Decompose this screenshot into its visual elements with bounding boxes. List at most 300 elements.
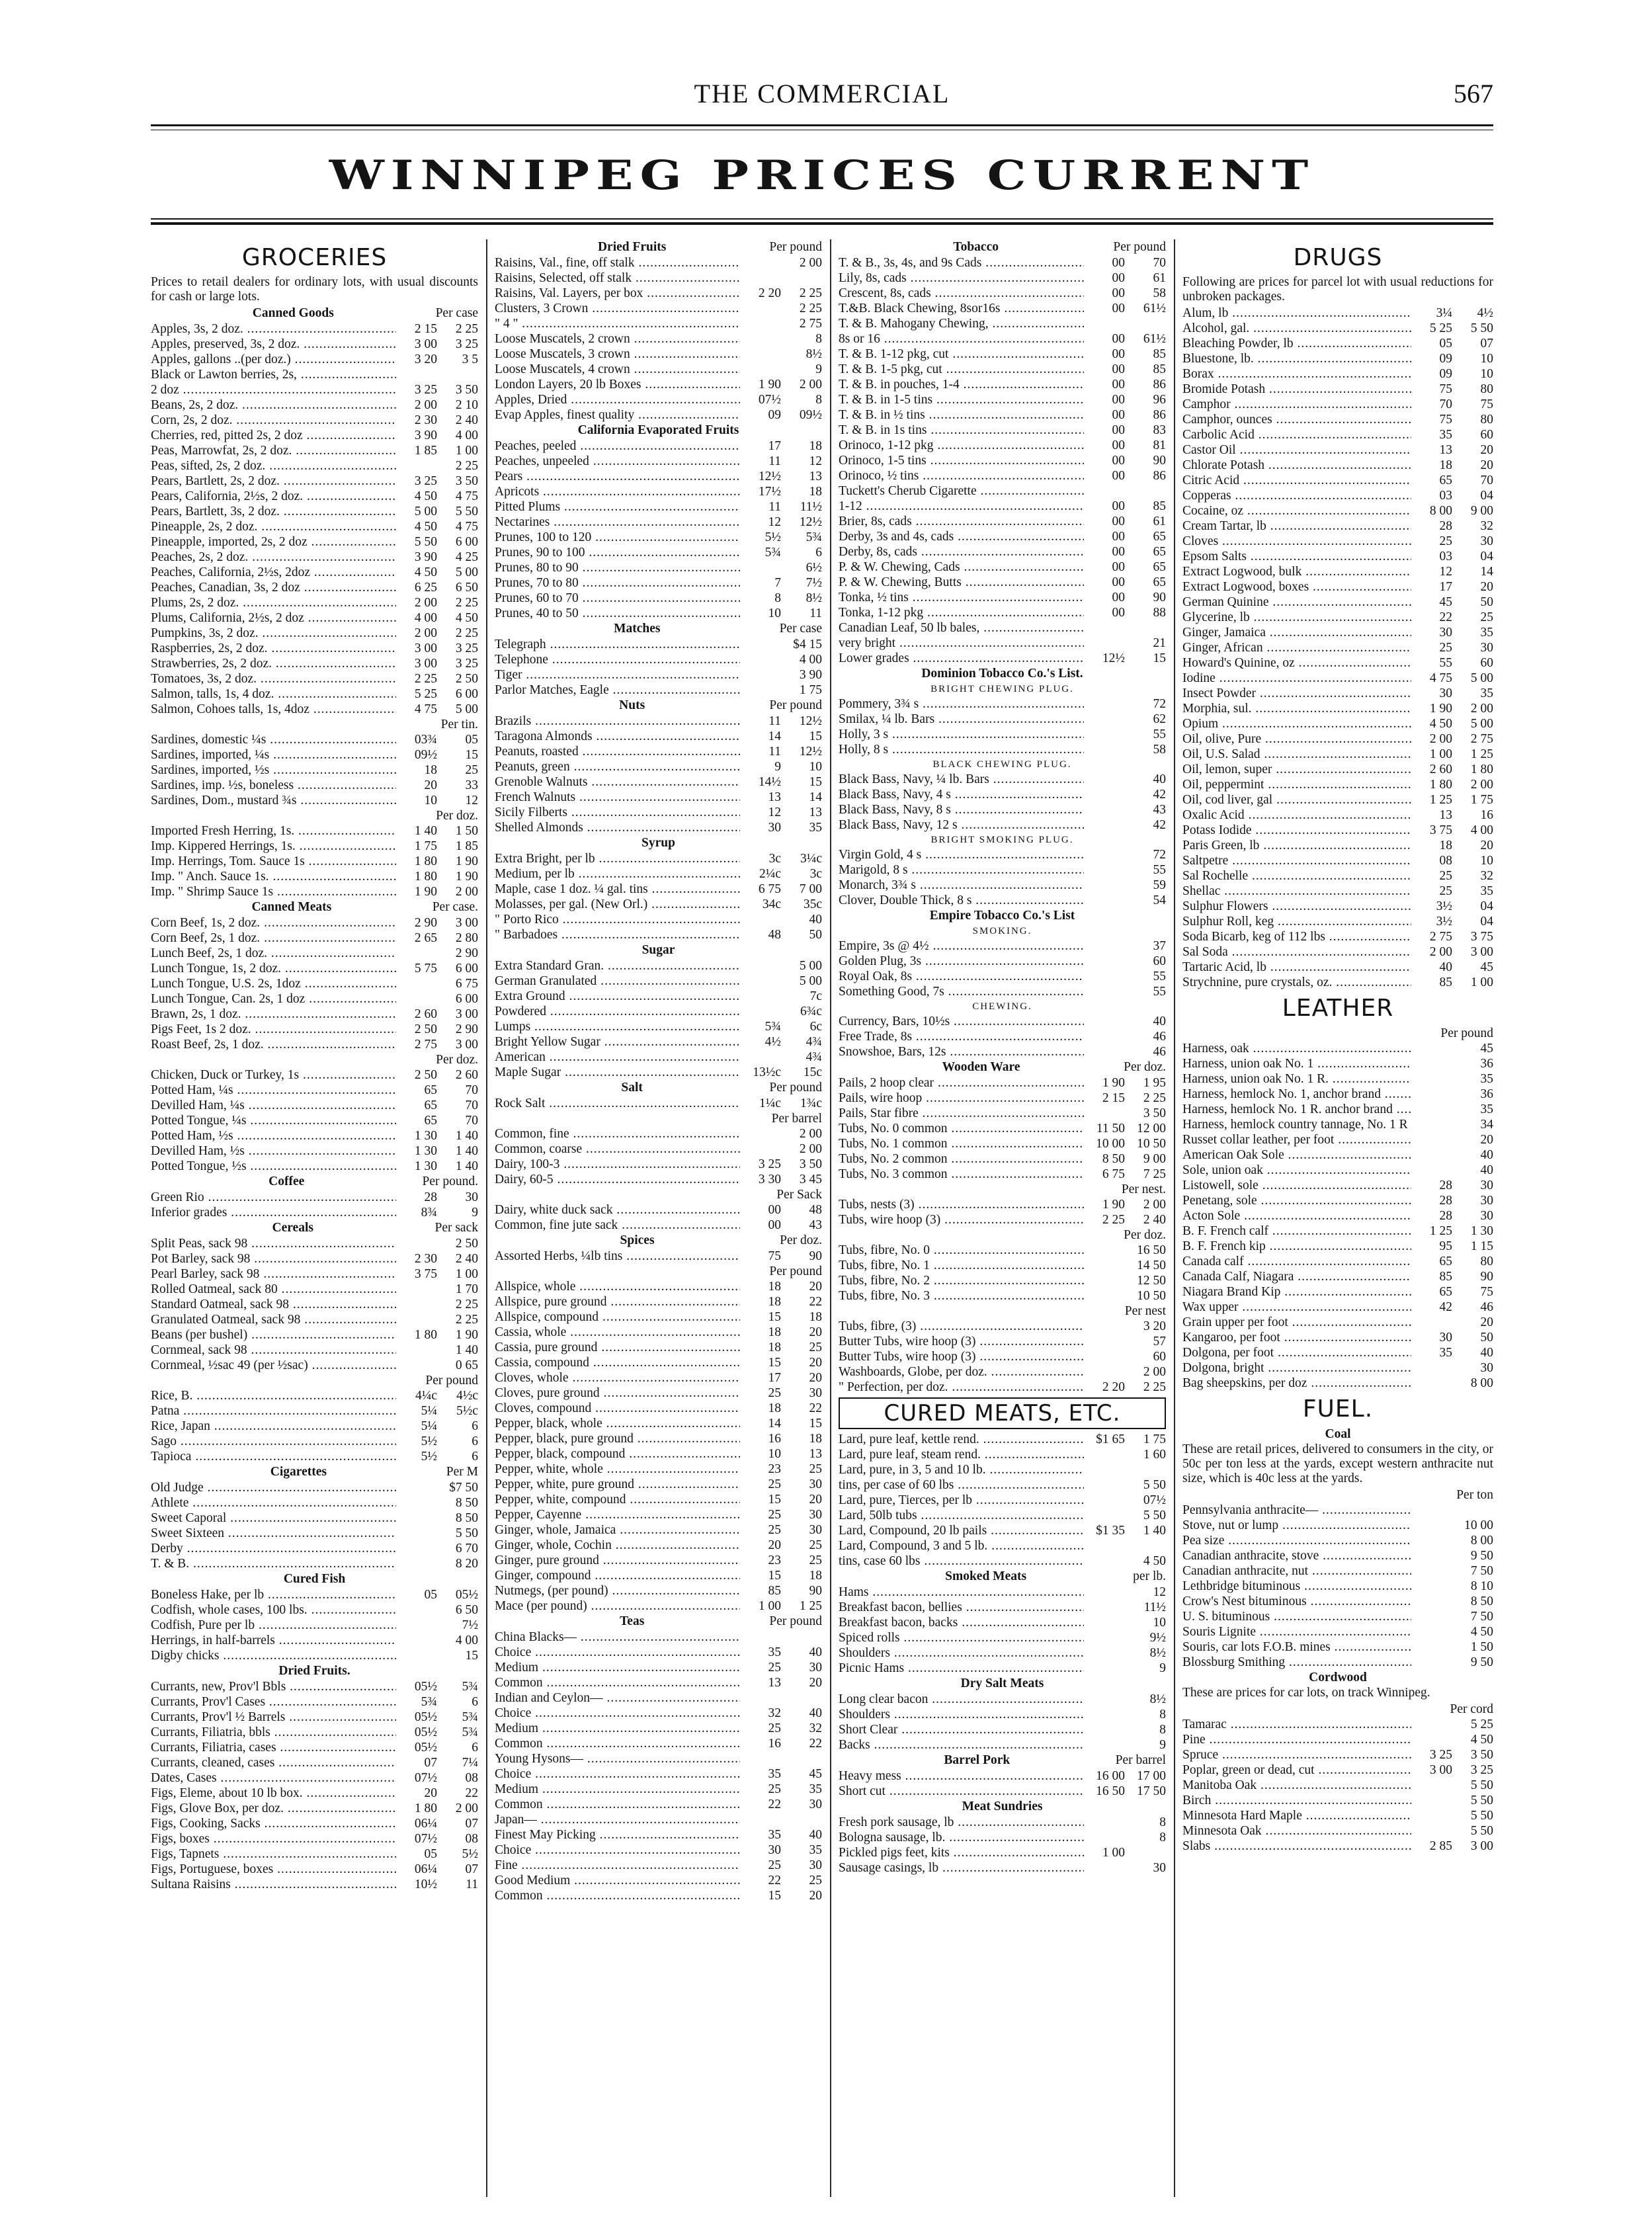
price-row (1182, 518, 1493, 534)
price-low: 3 00 (414, 642, 437, 655)
price-row (495, 530, 822, 545)
price-low (396, 1236, 437, 1251)
item-name: Peas, Marrowfat, 2s, 2 doz. ..... (151, 443, 396, 458)
price-low: 05½ (414, 1725, 437, 1739)
item-name: Sole, union oak ..... (1182, 1163, 1411, 1178)
price-low: 22 (768, 1798, 781, 1811)
price-low: 4 75 (414, 702, 437, 716)
price-low (1084, 742, 1125, 757)
price-high: 3 25 (455, 657, 478, 671)
item-name: Insect Powder ..... (1182, 686, 1411, 701)
item-name: Apples, gallons ..(per doz.) ..... (151, 352, 396, 367)
item-name: Oil, cod liver, gal ..... (1182, 792, 1411, 807)
price-low: 30 (1439, 626, 1452, 640)
price-low (396, 1541, 437, 1556)
price-low (1411, 1056, 1452, 1071)
price-high: 15 (809, 1417, 822, 1430)
item-name: Pears, California, 2½s, 2 doz. ..... (151, 489, 396, 504)
price-high: 8 (815, 393, 822, 407)
price-row (495, 1340, 822, 1355)
price-row (495, 958, 822, 973)
price-high: 42 (1153, 788, 1166, 802)
unit-label: Per pound (769, 1081, 822, 1095)
item-name: Marigold, 8 s ..... (839, 862, 1084, 878)
item-name: Soda Bicarb, keg of 112 lbs ..... (1182, 929, 1411, 944)
price-low (1084, 696, 1125, 712)
price-row (495, 1766, 822, 1782)
price-low: 2 15 (414, 322, 437, 336)
price-low: 22 (768, 1874, 781, 1887)
price-row (495, 882, 822, 897)
price-row (495, 1721, 822, 1736)
price-low (1411, 1548, 1452, 1563)
unit-label: Per tin. (440, 718, 478, 731)
price-low (740, 270, 781, 286)
unit-label: Per pound. (422, 1175, 478, 1188)
item-name: Cloves ..... (1182, 534, 1411, 549)
item-name: French Walnuts ..... (495, 790, 740, 805)
price-low: 2 00 (1429, 945, 1452, 959)
price-low (396, 1618, 437, 1633)
price-row (151, 1755, 478, 1770)
price-high: 70 (1480, 474, 1493, 487)
price-high: 3¼c (800, 852, 822, 866)
item-name: Copperas ..... (1182, 488, 1411, 503)
price-row (495, 1538, 822, 1553)
price-high: 25 (809, 1462, 822, 1476)
price-low: 25 (768, 1661, 781, 1675)
price-low: 25 (768, 1386, 781, 1400)
item-name: Pepper, black, pure ground ..... (495, 1431, 740, 1446)
item-name: Golden Plug, 3s ..... (839, 954, 1084, 969)
price-row (151, 793, 478, 808)
column-tobacco (839, 239, 1166, 2197)
item-name: Indian and Ceylon— ..... (495, 1690, 740, 1706)
item-name: Sal Soda ..... (1182, 944, 1411, 960)
subgroup-label: BRIGHT SMOKING PLUG. (930, 835, 1074, 845)
item-name: Japan— ..... (495, 1812, 740, 1827)
price-high: 20 (1480, 580, 1493, 594)
item-name: " Barbadoes ..... (495, 927, 740, 942)
price-low: 65 (424, 1083, 437, 1097)
price-row (1182, 1503, 1493, 1518)
price-high: 2 50 (455, 1237, 478, 1251)
price-low: 13 (1439, 808, 1452, 822)
price-row (1182, 473, 1493, 488)
price-high (781, 1690, 822, 1706)
item-name: Raisins, Selected, off stalk ..... (495, 270, 740, 286)
price-high: 50 (809, 928, 822, 942)
price-row (151, 534, 478, 550)
item-name: Peanuts, green ..... (495, 759, 740, 774)
price-row (1182, 1533, 1493, 1548)
price-row (495, 591, 822, 606)
price-row (151, 550, 478, 565)
price-high: 1 60 (1143, 1448, 1166, 1462)
item-name: Howard's Quinine, oz ..... (1182, 655, 1411, 671)
price-row (1182, 640, 1493, 655)
price-row (839, 559, 1166, 575)
price-low: 3 30 (758, 1173, 781, 1186)
subsection-title: Canned Goods (252, 306, 334, 320)
unit-label: Per pound (425, 1374, 478, 1387)
price-row (151, 1449, 478, 1464)
subsection-header (839, 1059, 1166, 1075)
item-name: Camphor ..... (1182, 397, 1411, 412)
price-high: 14 50 (1137, 1259, 1166, 1272)
price-low (1084, 938, 1125, 954)
item-name: Beans (per bushel) ..... (151, 1327, 396, 1343)
price-row (1182, 1808, 1493, 1823)
price-high: 60 (1153, 954, 1166, 968)
price-low: 95 (1439, 1239, 1452, 1253)
price-high: 13 (809, 470, 822, 483)
price-high: 15 (809, 729, 822, 743)
price-low (740, 637, 781, 652)
item-name: Tonka, ½ tins ..... (839, 590, 1084, 605)
price-low: 2 00 (414, 626, 437, 640)
price-row (495, 362, 822, 377)
item-name: Lower grades ..... (839, 651, 1084, 666)
price-high: 48 (809, 1203, 822, 1217)
price-low (1411, 1102, 1452, 1117)
price-high: 5¾ (462, 1725, 478, 1739)
price-low: 42 (1439, 1300, 1452, 1314)
price-high: 15 (465, 1649, 478, 1663)
price-row (151, 1831, 478, 1846)
price-high: 2 00 (799, 1142, 822, 1156)
price-high: 35 (809, 1782, 822, 1796)
price-high: 14 (809, 790, 822, 804)
price-row (151, 976, 478, 991)
price-high: 2 40 (455, 413, 478, 427)
price-row (151, 1846, 478, 1862)
price-high: 42 (1153, 818, 1166, 832)
item-name: Extra Standard Gran. ..... (495, 958, 740, 973)
price-row (151, 1067, 478, 1083)
subsection-title: Dominion Tobacco Co.'s List. (921, 667, 1083, 681)
price-low: 18 (768, 1325, 781, 1339)
price-high: 2 25 (455, 1298, 478, 1311)
item-name: Breakfast bacon, backs ..... (839, 1615, 1084, 1630)
price-high: 30 (809, 1798, 822, 1811)
price-row (495, 1019, 822, 1034)
price-high: 6 (472, 1695, 478, 1709)
unit-label: Per doz. (436, 809, 478, 823)
item-name: Butter Tubs, wire hoop (3) ..... (839, 1334, 1084, 1349)
item-name: Figs, Cooking, Sacks ..... (151, 1816, 396, 1831)
price-high: 12½ (799, 515, 822, 529)
price-row (495, 1812, 822, 1827)
price-high: 40 (809, 913, 822, 927)
price-row (495, 1279, 822, 1294)
item-name: Pears ..... (495, 469, 740, 484)
item-name: Iodine ..... (1182, 671, 1411, 686)
item-name: Dairy, 100-3 ..... (495, 1157, 740, 1172)
item-name: T. & B. in ½ tins ..... (839, 407, 1084, 423)
subsection-header (1182, 1427, 1493, 1442)
price-row (839, 1493, 1166, 1508)
item-name: Niagara Brand Kip ..... (1182, 1284, 1411, 1300)
price-low (396, 976, 437, 991)
price-high: 30 (809, 1661, 822, 1675)
price-high: 85 (1153, 362, 1166, 376)
price-high: 3 25 (455, 337, 478, 351)
price-low: 1¼c (759, 1097, 781, 1110)
price-row (495, 331, 822, 347)
item-name: Currants, Filiatria, cases ..... (151, 1740, 396, 1755)
price-row (151, 382, 478, 397)
price-row (495, 1249, 822, 1264)
price-row (1182, 1300, 1493, 1315)
item-name: Granulated Oatmeal, sack 98 ..... (151, 1312, 396, 1327)
price-high: 59 (1153, 878, 1166, 892)
price-high: 4 50 (1470, 1733, 1493, 1747)
price-low: 00 (768, 1203, 781, 1217)
price-high: 3c (809, 867, 822, 881)
price-row (839, 1462, 1166, 1477)
price-high: 8 50 (1470, 1594, 1493, 1608)
price-high: 04 (1480, 489, 1493, 503)
item-name: Oil, U.S. Salad ..... (1182, 747, 1411, 762)
price-high: 2 60 (455, 1068, 478, 1082)
price-row (839, 620, 1166, 636)
price-high: 90 (809, 1249, 822, 1263)
subsection-title: Coal (1325, 1427, 1351, 1441)
price-low: 8 50 (1102, 1152, 1125, 1166)
price-row (151, 1388, 478, 1403)
price-high: 70 (1153, 256, 1166, 270)
price-row (1182, 1360, 1493, 1376)
price-low: 35 (768, 1767, 781, 1781)
item-name: Castor Oil ..... (1182, 442, 1411, 458)
price-high: 5 00 (1470, 717, 1493, 731)
price-high: 12 (465, 794, 478, 807)
price-row (495, 1355, 822, 1370)
item-name: Fresh pork sausage, lb ..... (839, 1815, 1084, 1830)
price-low (1084, 316, 1125, 331)
price-row (1182, 1208, 1493, 1223)
item-name: Lard, Compound, 20 lb pails ..... (839, 1523, 1084, 1538)
price-low: 00 (1112, 271, 1125, 285)
unit-label: Per barrel (1115, 1753, 1166, 1767)
price-low (740, 683, 781, 698)
subsection-header (151, 1663, 478, 1679)
price-high: 30 (1480, 1361, 1493, 1375)
banner-title: WINNIPEG PRICES CURRENT (329, 152, 1315, 199)
item-name: Sultana Raisins ..... (151, 1877, 396, 1892)
price-row (151, 610, 478, 626)
price-high: 45 (809, 1767, 822, 1781)
item-name: Pepper, white, pure ground ..... (495, 1477, 740, 1492)
price-row (151, 1511, 478, 1526)
price-high: 2 00 (799, 1127, 822, 1141)
price-row (495, 1630, 822, 1645)
item-name: Dairy, white duck sack ..... (495, 1202, 740, 1218)
price-high: 35 (1480, 1072, 1493, 1086)
price-low: 16 (768, 1432, 781, 1446)
price-low: 3c (768, 852, 781, 866)
price-high: 2 00 (455, 1801, 478, 1815)
item-name: Tubs, wire hoop (3) ..... (839, 1212, 1084, 1227)
price-high: 61½ (1143, 332, 1166, 346)
section-title: DRUGS (1293, 244, 1383, 271)
price-row (839, 878, 1166, 893)
price-row (1182, 1117, 1493, 1132)
item-name: Pineapple, imported, 2s, 2 doz ..... (151, 534, 396, 550)
price-high: 4 00 (1470, 823, 1493, 837)
price-row (1182, 1376, 1493, 1391)
price-low: 3 25 (414, 383, 437, 397)
price-low: 17 (768, 439, 781, 453)
price-row (1182, 1163, 1493, 1178)
price-low: 5 50 (414, 535, 437, 549)
item-name: Pitted Plums ..... (495, 499, 740, 515)
item-name: Derby ..... (151, 1541, 396, 1556)
price-low (1084, 984, 1125, 999)
price-row (495, 1446, 822, 1462)
price-row (495, 1034, 822, 1050)
price-low: 1 25 (1429, 793, 1452, 807)
price-row (1182, 1717, 1493, 1732)
price-row (151, 1297, 478, 1312)
price-low: 3 25 (1429, 1748, 1452, 1762)
item-name: Canadian Leaf, 50 lb bales, ..... (839, 620, 1084, 636)
item-name: P. & W. Chewing, Cads ..... (839, 559, 1084, 575)
price-low: 2 25 (414, 672, 437, 686)
item-name: Pails, Star fibre ..... (839, 1106, 1084, 1121)
price-high: 35 (1480, 686, 1493, 700)
price-row (151, 1877, 478, 1892)
item-name: Black Bass, Navy, 12 s ..... (839, 817, 1084, 833)
price-row (151, 1801, 478, 1816)
price-high: 4 50 (1470, 1625, 1493, 1639)
price-row (495, 714, 822, 729)
price-row (151, 1098, 478, 1113)
price-high: 55 (1153, 863, 1166, 877)
item-name: Salmon, talls, 1s, 4 doz. ..... (151, 686, 396, 702)
price-low (1084, 1553, 1125, 1569)
price-low: 03 (1439, 550, 1452, 563)
price-row (1182, 823, 1493, 838)
subsection-title: Smoked Meats (945, 1569, 1027, 1583)
price-row (151, 1007, 478, 1022)
price-high: 65 (1153, 575, 1166, 589)
item-name: Sweet Sixteen ..... (151, 1526, 396, 1541)
price-high: 2 90 (455, 946, 478, 960)
item-name: Young Hysons— ..... (495, 1751, 740, 1766)
item-name: London Layers, 20 lb Boxes ..... (495, 377, 740, 392)
price-low (740, 1141, 781, 1157)
subsection-title: Sugar (641, 943, 675, 957)
price-low: 30 (1439, 686, 1452, 700)
price-low: 5 75 (414, 962, 437, 975)
price-row (1182, 1269, 1493, 1284)
price-high: 65 (1153, 530, 1166, 544)
section-note: Following are prices for parcel lot with usual reductions for unbroken packages. (1182, 275, 1493, 304)
price-high: 3 50 (1470, 1748, 1493, 1762)
price-high: 30 (809, 1858, 822, 1872)
unit-label: Per barrel (771, 1112, 822, 1126)
price-high: 30 (1480, 534, 1493, 548)
price-low (1084, 712, 1125, 727)
item-name: Ginger, African ..... (1182, 640, 1411, 655)
subsection-title: California Evaporated Fruits (577, 423, 739, 437)
item-name: Pails, wire hoop ..... (839, 1091, 1084, 1106)
item-name: Parlor Matches, Eagle ..... (495, 683, 740, 698)
price-row (839, 1075, 1166, 1091)
price-row (495, 790, 822, 805)
price-high (437, 367, 478, 382)
price-row (151, 778, 478, 793)
price-high: 20 (809, 1280, 822, 1294)
item-name: Harness, oak ..... (1182, 1041, 1411, 1056)
price-high: 14 (1480, 565, 1493, 579)
price-high: 37 (1153, 939, 1166, 953)
price-row (151, 686, 478, 702)
price-row (1182, 1254, 1493, 1269)
subsection-header (839, 666, 1166, 682)
item-name: Sardines, domestic ¼s ..... (151, 732, 396, 747)
price-low: 2 30 (414, 413, 437, 427)
price-high: 07 (465, 1862, 478, 1876)
item-name: Lunch Tongue, 1s, 2 doz. ..... (151, 961, 396, 976)
price-row (495, 1553, 822, 1568)
price-high: 8 50 (455, 1496, 478, 1510)
item-name: American ..... (495, 1050, 740, 1065)
price-high: 32 (1480, 519, 1493, 533)
price-row (495, 1706, 822, 1721)
price-high: 2 25 (1143, 1380, 1166, 1394)
price-low (396, 946, 437, 961)
item-name: Prunes, 80 to 90 ..... (495, 560, 740, 575)
price-high: 18 (809, 1432, 822, 1446)
item-name: Potted Ham, ½s ..... (151, 1128, 396, 1143)
item-name: Plums, 2s, 2 doz. ..... (151, 595, 396, 610)
price-row (839, 1508, 1166, 1523)
price-low: 1 75 (414, 839, 437, 853)
item-name: Butter Tubs, wire hoop (3) ..... (839, 1349, 1084, 1364)
price-high: 5½ (462, 1847, 478, 1861)
price-high: 2 00 (799, 256, 822, 270)
price-row (1182, 1087, 1493, 1102)
price-low: 18 (768, 1295, 781, 1309)
price-low (740, 362, 781, 377)
price-high: 1 40 (1143, 1524, 1166, 1538)
price-row (839, 1151, 1166, 1167)
price-row (151, 1710, 478, 1725)
price-high: 11½ (800, 500, 822, 514)
item-name: Prunes, 90 to 100 ..... (495, 545, 740, 560)
item-name: Devilled Ham, ¼s ..... (151, 1098, 396, 1113)
price-high: 8½ (805, 591, 822, 605)
price-row (151, 1648, 478, 1663)
price-low: 22 (1439, 610, 1452, 624)
section-note: These are retail prices, delivered to consumers in the city, or 50c per ton less at the yards, except western anthracite nut size, which is 40c less at the yards. (1182, 1442, 1493, 1485)
price-high: 5 50 (455, 505, 478, 518)
price-high: 9 00 (1470, 504, 1493, 518)
price-low: 25 (1439, 869, 1452, 883)
price-low: 28 (1439, 1194, 1452, 1208)
price-row (1182, 397, 1493, 412)
subsection-title: Cured Fish (283, 1572, 346, 1586)
price-row (495, 1858, 822, 1873)
price-low (396, 1633, 437, 1648)
price-low: 1 80 (414, 854, 437, 868)
price-low: 2 65 (414, 931, 437, 945)
price-row (151, 1205, 478, 1220)
price-low: 12 (1439, 565, 1452, 579)
